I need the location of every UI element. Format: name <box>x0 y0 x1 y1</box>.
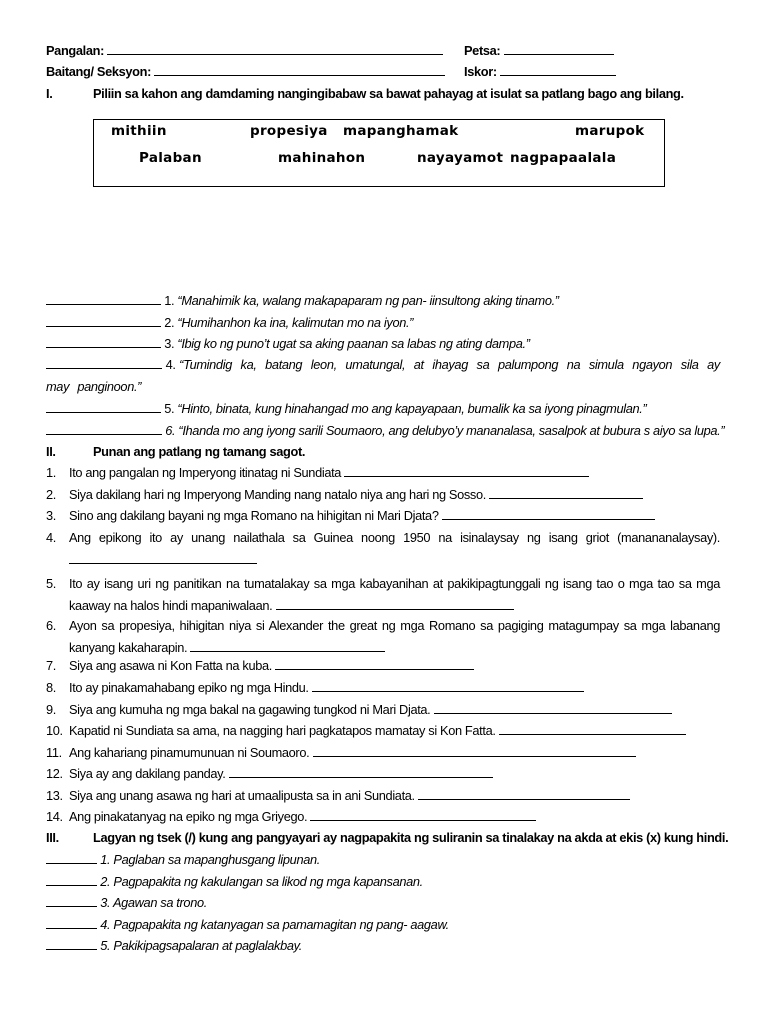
part2-instruction: Punan ang patlang ng tamang sagot. <box>93 444 306 459</box>
part1-heading <box>46 86 684 101</box>
word-bank-box <box>93 119 665 187</box>
answer-blank[interactable] <box>46 315 161 327</box>
item-text: Ito ang pangalan ng Imperyong itinatag ni Sundiata <box>69 465 342 480</box>
item-text: Pakikipagsapalaran at paglalakbay. <box>113 938 302 953</box>
part1-instruction: Piliin sa kahon ang damdaming nangingibabaw sa bawat pahayag at isulat sa patlang bago ang bilang. <box>93 86 684 101</box>
part2-numeral: II. <box>46 444 56 459</box>
item-text: Pagpapakita ng kakulangan sa likod ng mga kapansanan. <box>113 874 423 889</box>
item-text: Kapatid ni Sundiata sa ama, na nagging hari pagkatapos mamatay si Kon Fatta. <box>69 723 496 738</box>
item-text: Siya ang asawa ni Kon Fatta na kuba. <box>69 658 272 673</box>
item-number: 4. <box>165 357 176 372</box>
word-bank-item: marupok <box>575 123 645 139</box>
item-number: 2. <box>164 315 175 330</box>
item-text: “Tumindig ka, batang leon, umatungal, at ihayag sa palumpong na simula ngayon sila ay may panginoon.” <box>46 357 720 394</box>
part2-item <box>46 680 584 695</box>
part2-item <box>46 508 655 523</box>
item-text: “Ihanda mo ang iyong sarili Soumaoro, ang delubyo’y mananalasa, sasalpok at bubura s aiyo sa lupa.” <box>178 423 725 438</box>
item-number: 3. <box>46 508 56 523</box>
item-number: 10. <box>46 723 63 738</box>
answer-blank[interactable] <box>46 423 162 435</box>
section-label: Baitang/ Seksyon: <box>46 64 151 79</box>
section-row <box>46 64 445 79</box>
part1-item <box>46 293 559 308</box>
item-number: 14. <box>46 809 63 824</box>
part2-item <box>46 723 686 738</box>
answer-blank[interactable] <box>46 938 97 950</box>
part2-item <box>46 487 643 502</box>
item-number: 5. <box>46 576 56 591</box>
part2-item <box>46 658 474 673</box>
word-bank-item: mapanghamak <box>343 123 459 139</box>
part2-item <box>46 530 720 545</box>
item-number: 1. <box>46 465 56 480</box>
item-text: Pagpapakita ng katanyagan sa pamamagitan ng pang- aagaw. <box>113 917 449 932</box>
answer-blank[interactable] <box>310 809 536 821</box>
item-text: Siya ang unang asawa ng hari at umaalipusta sa in ani Sundiata. <box>69 788 415 803</box>
answer-blank[interactable] <box>434 702 672 714</box>
part1-item <box>46 315 413 330</box>
item-text: Ito ay pinakamahabang epiko ng mga Hindu. <box>69 680 309 695</box>
word-bank-item: mithiin <box>111 123 167 139</box>
answer-blank[interactable] <box>46 917 97 929</box>
item-number: 12. <box>46 766 63 781</box>
answer-blank[interactable] <box>46 357 162 369</box>
part3-item <box>46 917 449 932</box>
answer-blank[interactable] <box>46 293 161 305</box>
part1-numeral: I. <box>46 86 53 101</box>
part1-item <box>46 401 646 416</box>
part2-item <box>46 702 672 717</box>
item-text: “Manahimik ka, walang makapaparam ng pan- iinsultong aking tinamo.” <box>177 293 559 308</box>
part2-item-continuation <box>69 552 257 567</box>
item-number: 3. <box>100 895 111 910</box>
word-bank-item: propesiya <box>250 123 328 139</box>
item-number: 11. <box>46 745 62 760</box>
part2-heading <box>46 444 305 459</box>
item-text: “Humihanhon ka ina, kalimutan mo na iyon.” <box>177 315 414 330</box>
part3-heading <box>46 830 728 845</box>
answer-blank[interactable] <box>275 658 474 670</box>
answer-blank[interactable] <box>489 487 643 499</box>
item-text: “Ibig ko ng puno’t ugat sa aking paanan sa labas ng ating dampa.” <box>177 336 530 351</box>
part1-item <box>46 423 724 438</box>
word-bank-item: nayayamot <box>417 150 504 166</box>
part2-item <box>46 766 493 781</box>
score-field[interactable] <box>500 64 616 76</box>
part2-item <box>46 465 589 480</box>
item-number: 2. <box>100 874 111 889</box>
item-text: Ayon sa propesiya, hihigitan niya si Alexander the great ng mga Romano sa pagiging matagumpay sa mga labanang kanyang kakaharapin. <box>69 618 720 655</box>
answer-blank[interactable] <box>46 852 97 864</box>
item-number: 13. <box>46 788 63 803</box>
item-number: 5. <box>164 401 175 416</box>
answer-blank[interactable] <box>69 552 257 564</box>
answer-blank[interactable] <box>499 723 686 735</box>
date-field[interactable] <box>504 43 614 55</box>
part2-item <box>46 788 630 803</box>
item-text: Siya ay ang dakilang panday. <box>69 766 226 781</box>
part3-item <box>46 895 207 910</box>
part3-item <box>46 874 423 889</box>
item-number: 4. <box>46 530 56 545</box>
answer-blank[interactable] <box>313 745 636 757</box>
answer-blank[interactable] <box>442 508 655 520</box>
answer-blank[interactable] <box>344 465 589 477</box>
item-text: Ang pinakatanyag na epiko ng mga Griyego. <box>69 809 308 824</box>
part3-item <box>46 938 302 953</box>
item-number: 3. <box>164 336 175 351</box>
item-number: 6. <box>165 423 176 438</box>
name-row <box>46 43 443 58</box>
word-bank-item: Palaban <box>139 150 202 166</box>
score-label: Iskor: <box>464 64 497 79</box>
answer-blank[interactable] <box>229 766 493 778</box>
item-number: 1. <box>164 293 175 308</box>
item-text: Agawan sa trono. <box>112 895 207 910</box>
part2-item <box>46 573 720 617</box>
item-number: 7. <box>46 658 56 673</box>
item-text: Ang kahariang pinamumunuan ni Soumaoro. <box>69 745 310 760</box>
part1-item <box>46 336 530 351</box>
answer-blank[interactable] <box>46 895 97 907</box>
item-text: “Hinto, binata, kung hinahangad mo ang kapayapaan, bumalik ka sa iyong pinagmulan.” <box>177 401 647 416</box>
answer-blank[interactable] <box>418 788 630 800</box>
item-number: 5. <box>100 938 111 953</box>
item-text: Siya dakilang hari ng Imperyong Manding nang natalo niya ang hari ng Sosso. <box>69 487 486 502</box>
part2-item <box>46 809 536 824</box>
part2-item <box>46 615 720 659</box>
item-number: 6. <box>46 618 56 633</box>
name-label: Pangalan: <box>46 43 105 58</box>
date-label: Petsa: <box>464 43 501 58</box>
part3-instruction: Lagyan ng tsek (/) kung ang pangyayari ay nagpapakita ng suliranin sa tinalakay na akda at ekis (x) kung hindi. <box>93 830 729 845</box>
part1-item <box>46 354 720 397</box>
word-bank-item: nagpapaalala <box>510 150 617 166</box>
item-text: Siya ang kumuha ng mga bakal na gagawing tungkod ni Mari Djata. <box>69 702 431 717</box>
answer-blank[interactable] <box>46 874 97 886</box>
item-number: 2. <box>46 487 56 502</box>
part2-item <box>46 745 636 760</box>
answer-blank[interactable] <box>46 401 161 413</box>
word-bank-item: mahinahon <box>278 150 366 166</box>
item-number: 4. <box>100 917 111 932</box>
item-number: 1. <box>100 852 111 867</box>
answer-blank[interactable] <box>46 336 161 348</box>
item-text: Ang epikong ito ay unang nailathala sa Guinea noong 1950 na isinalaysay ng isang griot (manananalaysay). <box>69 530 720 545</box>
item-text: Paglaban sa mapanghusgang lipunan. <box>113 852 320 867</box>
item-number: 8. <box>46 680 56 695</box>
part3-item <box>46 852 320 867</box>
part3-numeral: III. <box>46 830 59 845</box>
date-row <box>464 43 614 58</box>
section-field[interactable] <box>154 64 445 76</box>
item-number: 9. <box>46 702 56 717</box>
score-row <box>464 64 616 79</box>
answer-blank[interactable] <box>276 598 514 610</box>
answer-blank[interactable] <box>312 680 584 692</box>
item-text: Ito ay isang uri ng panitikan na tumatalakay sa mga kabayanihan at pakikipagtunggali ng isang tao o mga tao sa mga kaaway na halos hindi mapaniwalaan. <box>69 576 720 613</box>
name-field[interactable] <box>107 43 443 55</box>
item-text: Sino ang dakilang bayani ng mga Romano na hihigitan ni Mari Djata? <box>69 508 439 523</box>
answer-blank[interactable] <box>190 640 385 652</box>
